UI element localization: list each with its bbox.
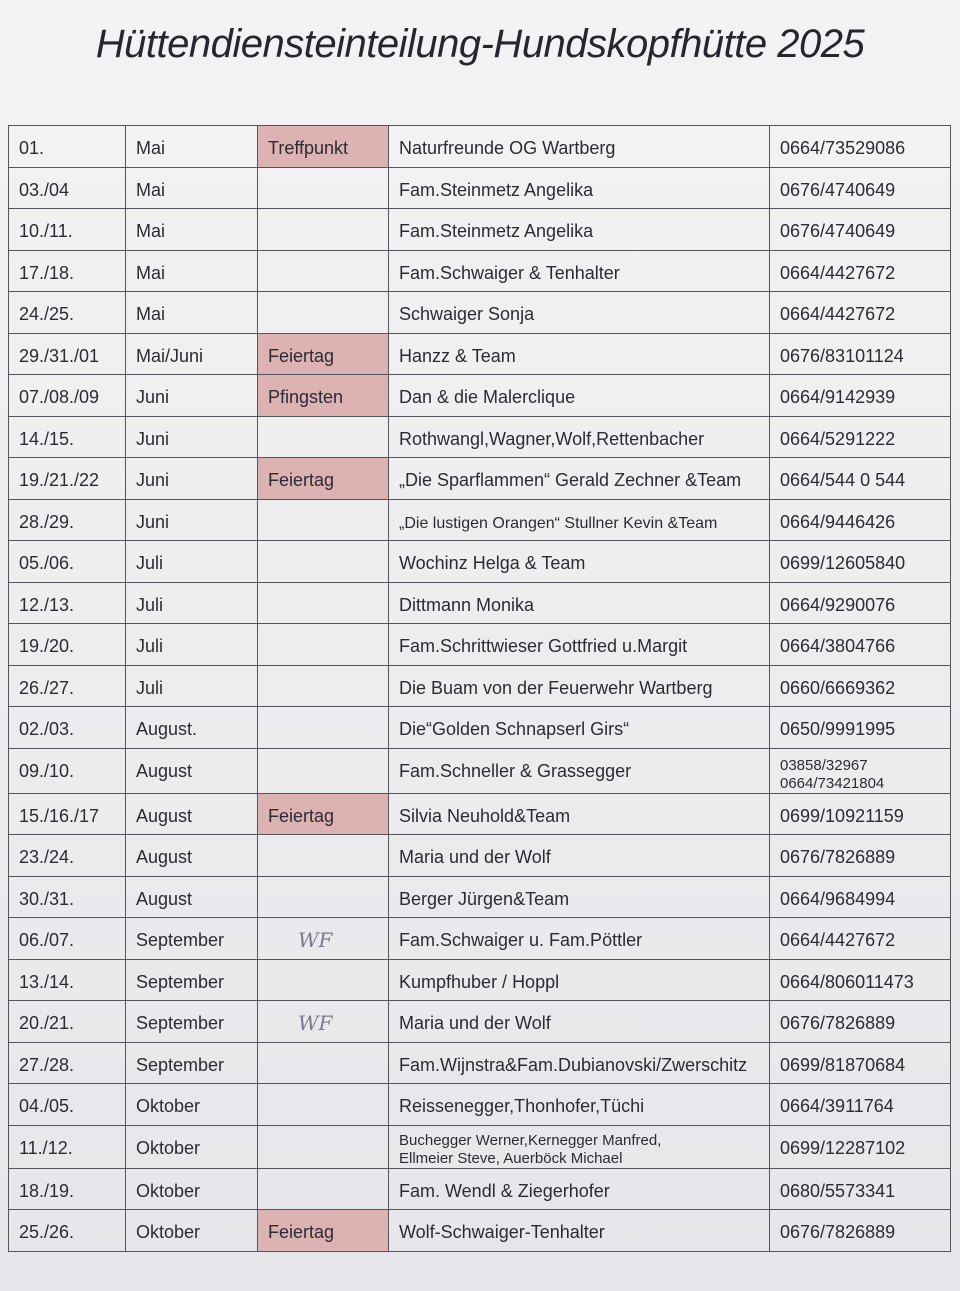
team-name: Fam.Wijnstra&Fam.Dubianovski/Zwerschitz	[399, 1054, 748, 1075]
team-cell	[389, 541, 770, 583]
team-cell	[389, 918, 770, 960]
phone-cell	[770, 1001, 951, 1043]
note-cell	[258, 793, 389, 835]
phone-number: 0664/5291222	[780, 428, 896, 449]
team-name: Fam.Schneller & Grassegger	[399, 760, 632, 781]
team-name: Wochinz Helga & Team	[399, 553, 586, 573]
team-name: Maria und der Wolf	[399, 847, 551, 867]
month-cell: Juni	[126, 416, 258, 458]
team-cell	[389, 582, 770, 624]
date-cell: 07./08./09	[9, 375, 126, 417]
phone-cell	[770, 1210, 951, 1252]
phone-number: 0664/4427672	[780, 930, 896, 950]
phone-number: 0664/9684994	[780, 888, 896, 909]
table-row	[9, 167, 951, 209]
note-cell	[258, 835, 389, 877]
table-row	[9, 416, 951, 458]
team-name: Fam.Steinmetz Angelika	[399, 179, 594, 200]
team-name: Berger Jürgen&Team	[399, 888, 570, 909]
team-cell	[389, 499, 770, 541]
team-cell	[389, 876, 770, 918]
note-cell	[258, 416, 389, 458]
note-label: Feiertag	[268, 345, 335, 366]
note-cell	[258, 1042, 389, 1084]
team-cell	[389, 1042, 770, 1084]
phone-number: 0660/6669362	[780, 677, 896, 698]
phone-number: 0664/73529086	[780, 138, 906, 158]
phone-cell	[770, 333, 951, 375]
table-row	[9, 748, 951, 793]
note-cell	[258, 541, 389, 583]
note-cell	[258, 375, 389, 417]
team-cell	[389, 209, 770, 251]
date-cell: 19./20.	[9, 624, 126, 666]
phone-number: 0664/4427672	[780, 304, 896, 324]
phone-number: 0699/12605840	[780, 553, 906, 573]
handwritten-note: WF	[298, 928, 333, 952]
phone-number: 0676/4740649	[780, 221, 896, 241]
table-row	[9, 126, 951, 168]
table-row	[9, 375, 951, 417]
phone-cell	[770, 835, 951, 877]
note-cell	[258, 1125, 389, 1168]
team-name: Fam.Steinmetz Angelika	[399, 221, 594, 241]
phone-number: 0664/4427672	[780, 262, 896, 283]
month-cell: Mai	[126, 167, 258, 209]
phone-number: 0664/3911764	[780, 1096, 894, 1116]
team-line-1: Buchegger Werner,Kernegger Manfred,	[399, 1131, 662, 1149]
team-name: Die Buam von der Feuerwehr Wartberg	[399, 677, 713, 698]
date-cell: 27./28.	[9, 1042, 126, 1084]
team-name: Dittmann Monika	[399, 594, 535, 615]
team-cell	[389, 375, 770, 417]
schedule-table	[8, 125, 951, 1252]
note-cell	[258, 959, 389, 1001]
team-line-2: Ellmeier Steve, Auerböck Michael	[399, 1149, 623, 1167]
team-cell	[389, 1168, 770, 1210]
note-cell	[258, 748, 389, 793]
month-cell: Mai	[126, 209, 258, 251]
date-cell: 14./15.	[9, 416, 126, 458]
date-cell: 04./05.	[9, 1084, 126, 1126]
date-cell: 13./14.	[9, 959, 126, 1001]
month-cell: Juli	[126, 665, 258, 707]
phone-cell	[770, 707, 951, 749]
note-cell	[258, 1168, 389, 1210]
phone-line-2: 0664/73421804	[780, 774, 885, 792]
month-cell: September	[126, 918, 258, 960]
team-name: Fam.Schrittwieser Gottfried u.Margit	[399, 636, 688, 656]
table-row	[9, 1001, 951, 1043]
phone-cell	[770, 499, 951, 541]
table-row	[9, 793, 951, 835]
table-row	[9, 918, 951, 960]
phone-line-1: 03858/32967	[780, 756, 868, 774]
month-cell: Juni	[126, 375, 258, 417]
phone-number: 0664/9290076	[780, 594, 896, 615]
table-row	[9, 665, 951, 707]
phone-cell	[770, 665, 951, 707]
table-row	[9, 541, 951, 583]
team-cell	[389, 707, 770, 749]
phone-cell	[770, 582, 951, 624]
team-name: „Die Sparflammen“ Gerald Zechner &Team	[399, 470, 742, 490]
table-row	[9, 1125, 951, 1168]
month-cell: Juli	[126, 582, 258, 624]
note-label: Pfingsten	[268, 387, 344, 407]
date-cell: 12./13.	[9, 582, 126, 624]
month-cell: Oktober	[126, 1084, 258, 1126]
phone-cell	[770, 1084, 951, 1126]
date-cell: 11./12.	[9, 1125, 126, 1168]
phone-cell	[770, 793, 951, 835]
team-cell	[389, 292, 770, 334]
phone-cell	[770, 1042, 951, 1084]
date-cell: 20./21.	[9, 1001, 126, 1043]
team-cell	[389, 458, 770, 500]
team-cell	[389, 748, 770, 793]
month-cell: September	[126, 1001, 258, 1043]
month-cell: Mai	[126, 250, 258, 292]
month-cell: September	[126, 959, 258, 1001]
date-cell: 28./29.	[9, 499, 126, 541]
month-cell: Oktober	[126, 1210, 258, 1252]
phone-cell	[770, 292, 951, 334]
table-row	[9, 835, 951, 877]
phone-cell	[770, 375, 951, 417]
note-cell	[258, 167, 389, 209]
team-name: Wolf-Schwaiger-Tenhalter	[399, 1222, 605, 1242]
table-row	[9, 333, 951, 375]
team-cell	[389, 624, 770, 666]
note-cell	[258, 876, 389, 918]
phone-number: 0699/12287102	[780, 1137, 906, 1158]
table-row	[9, 1210, 951, 1252]
month-cell: Juli	[126, 541, 258, 583]
phone-cell	[770, 959, 951, 1001]
page-title: Hüttendiensteinteilung-Hundskopfhütte 2025	[95, 22, 865, 66]
phone-number: 0664/806011473	[780, 971, 914, 992]
phone-number: 0664/9142939	[780, 387, 896, 407]
team-name: „Die lustigen Orangen“ Stullner Kevin &Team	[399, 514, 718, 532]
team-cell	[389, 1210, 770, 1252]
table-row	[9, 707, 951, 749]
note-label: Feiertag	[268, 805, 335, 826]
phone-cell	[770, 624, 951, 666]
phone-cell	[770, 541, 951, 583]
note-cell	[258, 624, 389, 666]
date-cell: 30./31.	[9, 876, 126, 918]
date-cell: 17./18.	[9, 250, 126, 292]
team-name: Fam. Wendl & Ziegerhofer	[399, 1180, 610, 1201]
note-label: Feiertag	[268, 1222, 335, 1242]
phone-cell	[770, 748, 951, 793]
team-cell	[389, 333, 770, 375]
phone-cell	[770, 209, 951, 251]
month-cell: Mai	[126, 126, 258, 168]
month-cell: Mai	[126, 292, 258, 334]
phone-cell	[770, 918, 951, 960]
team-name: Reissenegger,Thonhofer,Tüchi	[399, 1096, 645, 1116]
note-cell	[258, 1210, 389, 1252]
note-cell	[258, 499, 389, 541]
phone-number: 0676/7826889	[780, 1222, 896, 1242]
schedule-body	[9, 126, 951, 1252]
month-cell: August	[126, 876, 258, 918]
team-name: Rothwangl,Wagner,Wolf,Rettenbacher	[399, 428, 705, 449]
team-name: Schwaiger Sonja	[399, 304, 535, 324]
note-cell	[258, 918, 389, 960]
table-row	[9, 292, 951, 334]
team-name: Maria und der Wolf	[399, 1013, 551, 1033]
team-cell	[389, 835, 770, 877]
note-cell	[258, 1001, 389, 1043]
note-cell	[258, 250, 389, 292]
team-cell	[389, 167, 770, 209]
phone-number: 0680/5573341	[780, 1180, 896, 1201]
date-cell: 25./26.	[9, 1210, 126, 1252]
team-name: Fam.Schwaiger u. Fam.Pöttler	[399, 930, 643, 950]
month-cell: Oktober	[126, 1125, 258, 1168]
table-row	[9, 458, 951, 500]
team-cell	[389, 959, 770, 1001]
team-name: Hanzz & Team	[399, 345, 516, 366]
table-row	[9, 1042, 951, 1084]
date-cell: 18./19.	[9, 1168, 126, 1210]
team-name: Fam.Schwaiger & Tenhalter	[399, 262, 620, 283]
table-row	[9, 582, 951, 624]
phone-number: 0664/9446426	[780, 511, 896, 532]
phone-number: 0676/83101124	[780, 345, 904, 366]
date-cell: 06./07.	[9, 918, 126, 960]
team-name: Dan & die Malerclique	[399, 387, 576, 407]
phone-cell	[770, 458, 951, 500]
note-cell	[258, 292, 389, 334]
team-cell	[389, 793, 770, 835]
phone-cell	[770, 1168, 951, 1210]
table-row	[9, 499, 951, 541]
note-label: Feiertag	[268, 470, 335, 490]
note-cell	[258, 665, 389, 707]
note-cell	[258, 1084, 389, 1126]
team-cell	[389, 1125, 770, 1168]
month-cell: August.	[126, 707, 258, 749]
table-row	[9, 624, 951, 666]
date-cell: 03./04	[9, 167, 126, 209]
phone-cell	[770, 1125, 951, 1168]
date-cell: 19./21./22	[9, 458, 126, 500]
date-cell: 26./27.	[9, 665, 126, 707]
team-cell	[389, 416, 770, 458]
team-name: Silvia Neuhold&Team	[399, 805, 571, 826]
date-cell: 10./11.	[9, 209, 126, 251]
team-name: Kumpfhuber / Hoppl	[399, 971, 560, 992]
phone-number: 0676/4740649	[780, 179, 896, 200]
date-cell: 01.	[9, 126, 126, 168]
table-row	[9, 959, 951, 1001]
date-cell: 09./10.	[9, 748, 126, 793]
phone-cell	[770, 126, 951, 168]
team-cell	[389, 1084, 770, 1126]
date-cell: 24./25.	[9, 292, 126, 334]
table-row	[9, 1168, 951, 1210]
month-cell: Oktober	[126, 1168, 258, 1210]
date-cell: 29./31./01	[9, 333, 126, 375]
month-cell: August	[126, 835, 258, 877]
phone-number: 0650/9991995	[780, 719, 896, 739]
phone-cell	[770, 876, 951, 918]
note-cell	[258, 458, 389, 500]
month-cell: September	[126, 1042, 258, 1084]
team-cell	[389, 665, 770, 707]
team-name: Die“Golden Schnapserl Girs“	[399, 719, 630, 739]
date-cell: 05./06.	[9, 541, 126, 583]
note-label: Treffpunkt	[268, 138, 349, 158]
month-cell: August	[126, 748, 258, 793]
handwritten-note: WF	[298, 1011, 333, 1035]
month-cell: Juni	[126, 458, 258, 500]
phone-number: 0664/544 0 544	[780, 470, 906, 490]
phone-number: 0664/3804766	[780, 636, 896, 656]
phone-cell	[770, 416, 951, 458]
phone-number: 0699/81870684	[780, 1054, 906, 1075]
phone-number: 0676/7826889	[780, 1013, 896, 1033]
month-cell: August	[126, 793, 258, 835]
date-cell: 02./03.	[9, 707, 126, 749]
note-cell	[258, 126, 389, 168]
table-row	[9, 1084, 951, 1126]
month-cell: Mai/Juni	[126, 333, 258, 375]
note-cell	[258, 333, 389, 375]
phone-cell	[770, 167, 951, 209]
note-cell	[258, 707, 389, 749]
phone-cell	[770, 250, 951, 292]
date-cell: 23./24.	[9, 835, 126, 877]
phone-number: 0699/10921159	[780, 805, 904, 826]
table-row	[9, 876, 951, 918]
table-row	[9, 250, 951, 292]
note-cell	[258, 582, 389, 624]
month-cell: Juni	[126, 499, 258, 541]
team-cell	[389, 126, 770, 168]
phone-number: 0676/7826889	[780, 847, 896, 867]
team-cell	[389, 1001, 770, 1043]
table-row	[9, 209, 951, 251]
month-cell: Juli	[126, 624, 258, 666]
team-name: Naturfreunde OG Wartberg	[399, 138, 616, 158]
note-cell	[258, 209, 389, 251]
date-cell: 15./16./17	[9, 793, 126, 835]
team-cell	[389, 250, 770, 292]
